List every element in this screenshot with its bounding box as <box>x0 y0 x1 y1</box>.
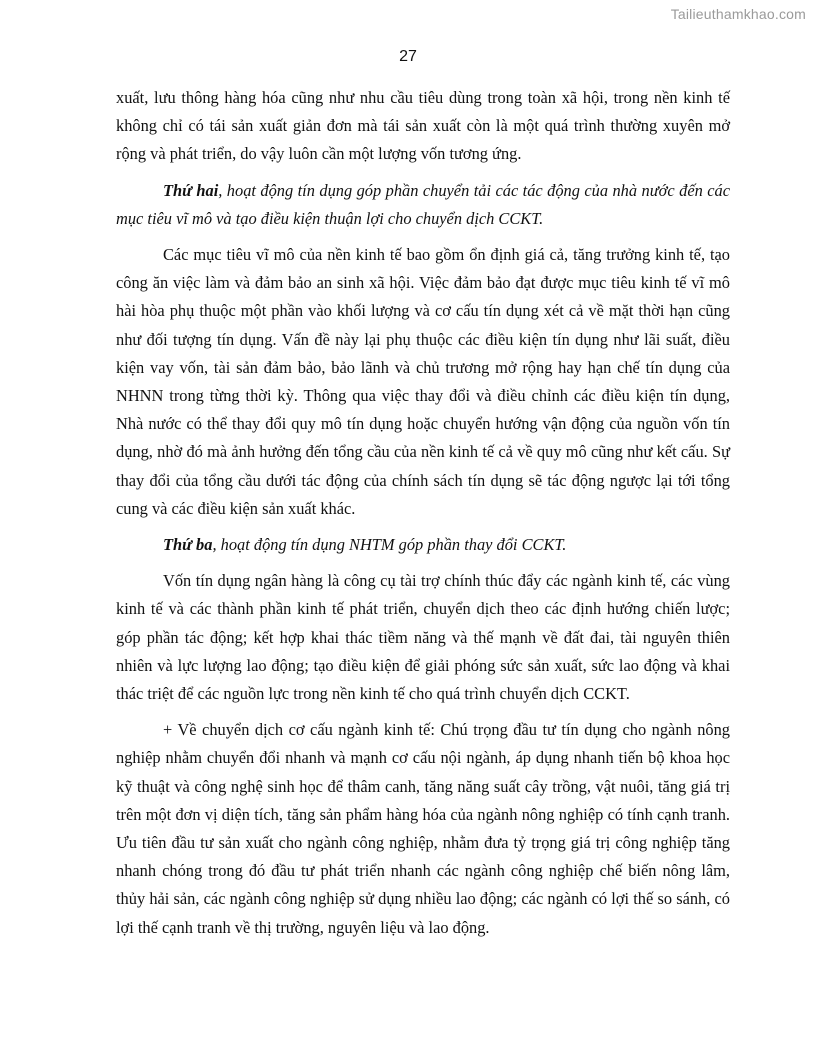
heading-lead-second: Thứ hai <box>163 180 219 200</box>
heading-text-third: , hoạt động tín dụng NHTM góp phần thay đổi CCKT. <box>212 535 567 555</box>
paragraph-sector-shift: + Về chuyển dịch cơ cấu ngành kinh tế: Chú trọng đầu tư tín dụng cho ngành nông nghiệp nhằm chuyển đổi nhanh và mạnh cơ cấu nội ngành, áp dụng nhanh tiến bộ khoa học kỹ thuật và công nghệ sinh học để thâm canh, tăng năng suất cây trồng, vật nuôi, tăng giá trị trên một đơn vị diện tích, tăng sản phẩm hàng hóa của ngành nông nghiệp có tính cạnh tranh. Ưu tiên đầu tư sản xuất cho ngành công nghiệp, nhằm đưa tỷ trọng giá trị công nghiệp tăng nhanh chóng trong đó đầu tư phát triển nhanh các ngành công nghiệp chế biến nông lâm, thủy hải sản, các ngành công nghiệp sử dụng nhiều lao động; các ngành có lợi thế so sánh, có lợi thế cạnh tranh về thị trường, nguyên liệu và lao động. <box>116 720 730 937</box>
heading-third-point <box>116 531 730 559</box>
document-body <box>116 84 730 950</box>
heading-text-second: , hoạt động tín dụng góp phần chuyển tải các tác động của nhà nước đến các mục tiêu vĩ mô và tạo điều kiện thuận lợi cho chuyển dịch CCKT. <box>116 180 730 228</box>
paragraph-continuation: xuất, lưu thông hàng hóa cũng như nhu cầu tiêu dùng trong toàn xã hội, trong nền kinh tế không chỉ có tái sản xuất giản đơn mà tái sản xuất còn là một quá trình thường xuyên mở rộng và phát triển, do vậy luôn cần một lượng vốn tương ứng. <box>116 88 730 164</box>
heading-second-point <box>116 177 730 233</box>
watermark: Tailieuthamkhao.com <box>670 6 806 22</box>
paragraph-macro-goals: Các mục tiêu vĩ mô của nền kinh tế bao gồm ổn định giá cả, tăng trưởng kinh tế, tạo công ăn việc làm và đảm bảo an sinh xã hội. Việc đảm bảo đạt được mục tiêu kinh tế vĩ mô hài hòa phụ thuộc một phần vào khối lượng và cơ cấu tín dụng xét cả về mặt thời hạn cũng như đối tượng tín dụng. Vấn đề này lại phụ thuộc các điều kiện tín dụng như lãi suất, điều kiện vay vốn, tài sản đảm bảo, bảo lãnh và chủ trương mở rộng hay hạn chế tín dụng của NHNN trong từng thời kỳ. Thông qua việc thay đổi và điều chỉnh các điều kiện tín dụng, Nhà nước có thể thay đổi quy mô tín dụng hoặc chuyển hướng vận động của nguồn vốn tín dụng, nhờ đó mà ảnh hưởng đến tổng cầu của nền kinh tế cả về quy mô cũng như kết cấu. Sự thay đổi của tổng cầu dưới tác động của chính sách tín dụng sẽ tác động ngược lại tới tổng cung và các điều kiện sản xuất khác. <box>116 245 730 518</box>
page-number: 27 <box>399 48 417 65</box>
paragraph-bank-credit: Vốn tín dụng ngân hàng là công cụ tài trợ chính thúc đẩy các ngành kinh tế, các vùng kinh tế và các thành phần kinh tế phát triển, chuyển dịch theo các định hướng chiến lược; góp phần tác động; kết hợp khai thác tiềm năng và thế mạnh về đất đai, tài nguyên thiên nhiên và lực lượng lao động; tạo điều kiện để giải phóng sức sản xuất, sức lao động và khai thác triệt để các nguồn lực trong nền kinh tế cho quá trình chuyển dịch CCKT. <box>116 571 730 704</box>
heading-lead-third: Thứ ba <box>163 535 213 555</box>
